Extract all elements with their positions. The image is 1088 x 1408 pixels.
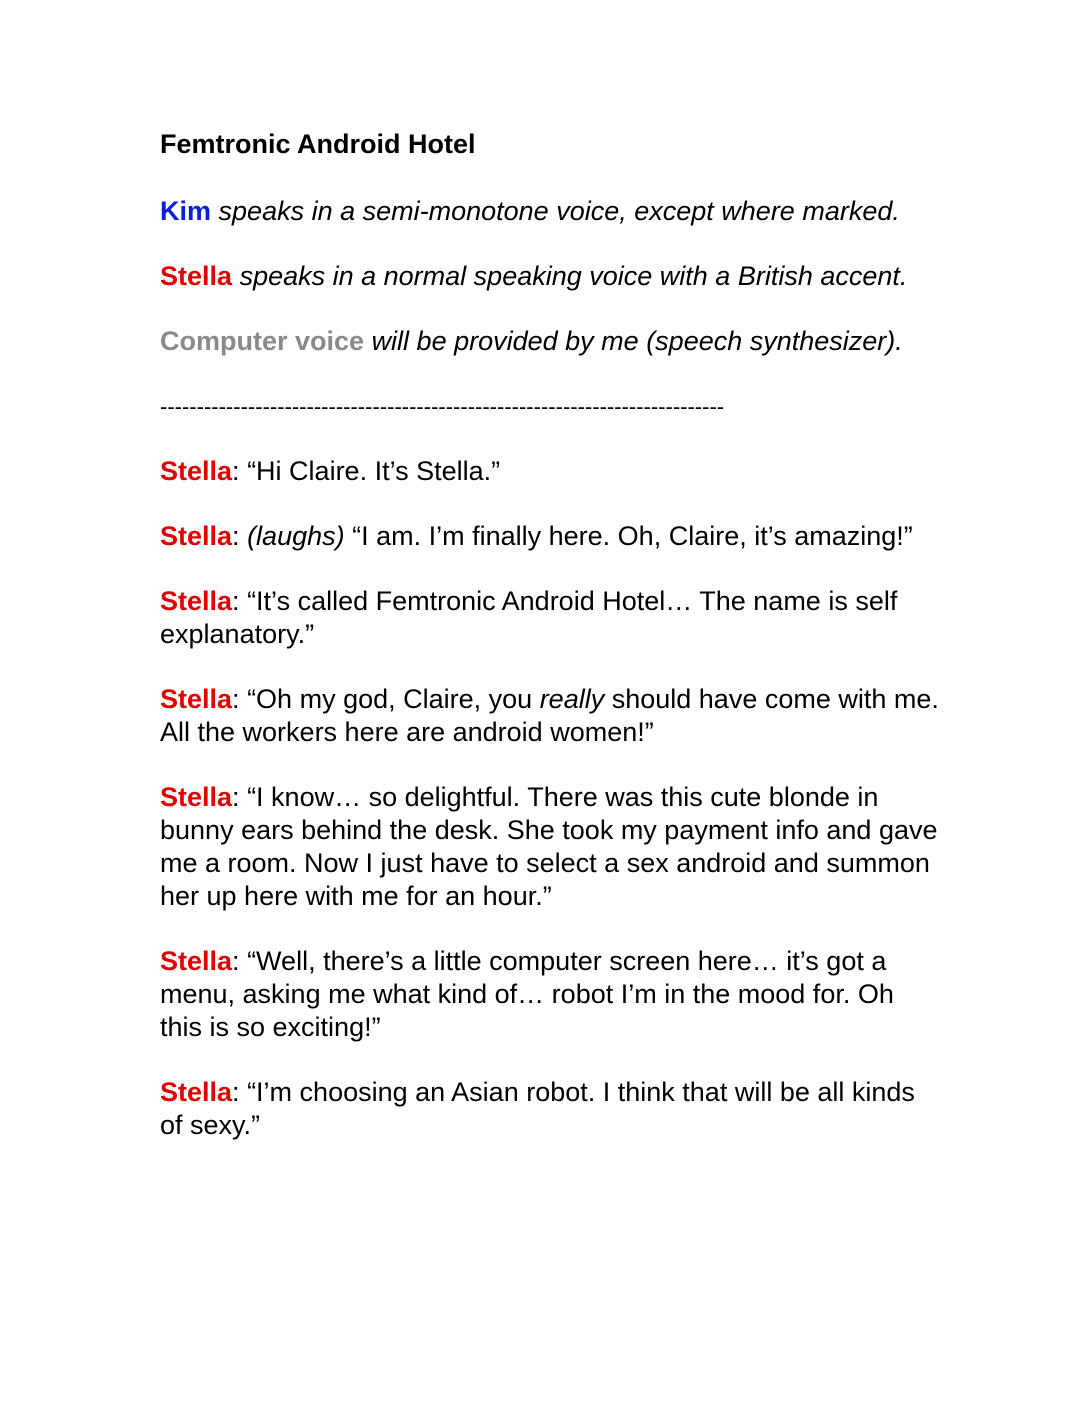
dialogue-line (160, 1076, 940, 1142)
speaker-separator: : (232, 946, 248, 976)
cast-description: speaks in a normal speaking voice with a British accent. (239, 261, 908, 291)
speaker-separator: : (232, 782, 248, 812)
line-text: “I am. I’m finally here. Oh, Claire, it’s amazing!” (344, 521, 913, 551)
speaker-separator: : (232, 521, 248, 551)
speaker-name: Stella (160, 946, 233, 976)
speaker-name: Stella (160, 782, 233, 812)
speaker-separator: : (232, 684, 248, 714)
line-text: should have come with me. All the workers here are android women!” (160, 684, 939, 747)
script-page (160, 128, 940, 1142)
line-text: “It’s called Femtronic Android Hotel… The name is self explanatory.” (160, 586, 898, 649)
line-text-start: “Oh my god, Claire, you (247, 684, 540, 714)
cast-note-stella (160, 260, 940, 293)
speaker-name: Stella (160, 1077, 233, 1107)
speaker-separator: : (232, 1077, 248, 1107)
speaker-name: Stella (160, 456, 233, 486)
cast-description: will be provided by me (speech synthesizer). (371, 326, 903, 356)
cast-name: Stella (160, 261, 233, 291)
dialogue-line (160, 520, 940, 553)
line-text: “Hi Claire. It’s Stella.” (247, 456, 501, 486)
dialogue-line (160, 455, 940, 488)
dialogue-line (160, 683, 940, 749)
cast-name: Computer voice (160, 326, 365, 356)
section-divider: ----------------------------------------------------------------------------- (160, 394, 725, 419)
stage-direction: (laughs) (247, 521, 345, 551)
line-text: “I’m choosing an Asian robot. I think that will be all kinds of sexy.” (160, 1077, 915, 1140)
speaker-name: Stella (160, 586, 233, 616)
line-text: “I know… so delightful. There was this cute blonde in bunny ears behind the desk. She took my payment info and gave me a room. Now I just have to select a sex android and summon her up here with me for an hour.” (160, 782, 938, 911)
cast-note-computer (160, 325, 940, 358)
emphasized-word: really (539, 684, 605, 714)
speaker-name: Stella (160, 684, 233, 714)
dialogue-line (160, 945, 940, 1044)
cast-name: Kim (160, 196, 212, 226)
line-text: “Well, there’s a little computer screen here… it’s got a menu, asking me what kind of… robot I’m in the mood for. Oh this is so exciting!” (160, 946, 894, 1042)
cast-description: speaks in a semi-monotone voice, except where marked. (218, 196, 900, 226)
dialogue-line (160, 781, 940, 913)
cast-note-kim (160, 195, 940, 228)
dialogue-line (160, 585, 940, 651)
document-title: Femtronic Android Hotel (160, 129, 476, 159)
speaker-separator: : (232, 586, 248, 616)
speaker-separator: : (232, 456, 248, 486)
speaker-name: Stella (160, 521, 233, 551)
